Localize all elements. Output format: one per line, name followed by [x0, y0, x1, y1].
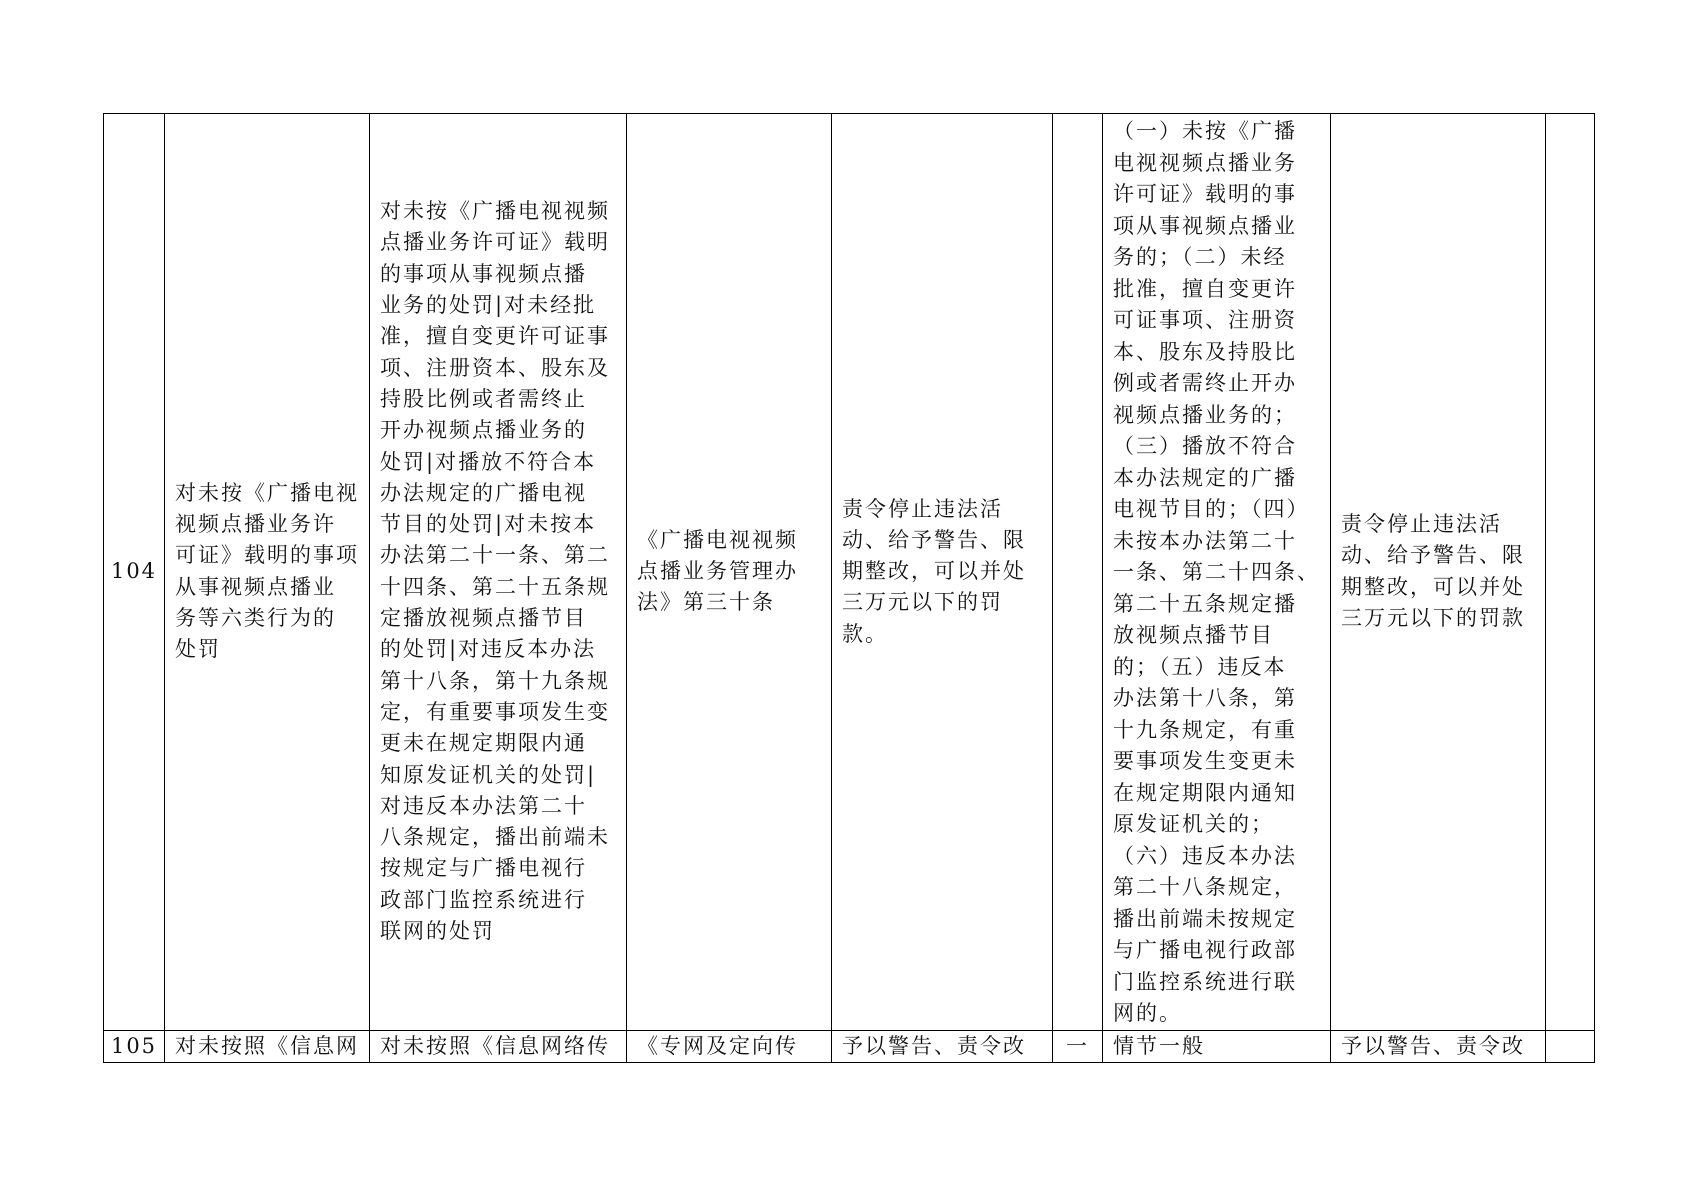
text-line: 办法第二十一条、第二	[380, 543, 610, 568]
text-line: 可证事项、注册资	[1113, 308, 1297, 332]
text-line: 十九条规定，有重	[1113, 717, 1297, 742]
text-line: 第二十五条规定播	[1113, 591, 1297, 616]
text-line: 三万元以下的罚款	[1341, 606, 1525, 631]
text-line: 视频点播业务的；	[1113, 402, 1297, 427]
text-line: 第二十八条规定，	[1113, 875, 1297, 899]
text-line: 本办法规定的广播	[1113, 465, 1297, 490]
circumstance-cell	[1103, 114, 1331, 1031]
text-line: 一条、第二十四条、	[1113, 560, 1320, 584]
text-line: 点播业务许可证》载明	[380, 230, 610, 255]
text-line: 电视节目的；（四）	[1113, 497, 1310, 521]
text-line: 款。	[842, 621, 888, 646]
text-line: 原发证机关的；	[1113, 812, 1274, 836]
text-line: 点播业务管理办	[637, 559, 798, 584]
remark-cell	[1546, 1030, 1595, 1062]
penalty-standard-table	[103, 113, 1595, 1063]
circumstance-cell	[1103, 1030, 1331, 1062]
table-row	[104, 1030, 1595, 1062]
row-number: 105	[104, 1030, 165, 1062]
text-line: 予以警告、责令改	[842, 1033, 1026, 1058]
legal-basis-cell	[627, 1030, 832, 1062]
sub-items-cell	[370, 1030, 627, 1062]
text-line: 处罚	[175, 637, 221, 662]
text-line: 办法规定的广播电视	[380, 480, 587, 505]
text-line: 八条规定，播出前端未	[380, 825, 610, 850]
item-name-cell	[165, 114, 370, 1031]
text-line: 知原发证机关的处罚|	[380, 762, 597, 787]
text-line: 对未按照《信息网	[175, 1033, 359, 1058]
text-line: 业务的处罚|对未经批	[380, 293, 597, 318]
legal-basis-cell	[627, 114, 832, 1031]
text-line: 予以警告、责令改	[1341, 1033, 1525, 1058]
text-line: 对违反本办法第二十	[380, 793, 587, 818]
text-line: 视频点播业务许	[175, 512, 336, 537]
text-line: 的事项从事视频点播	[380, 261, 587, 286]
row-number: 104	[104, 114, 165, 1031]
text-line: 责令停止违法活	[842, 496, 1003, 521]
penalty-standard-cell	[1331, 1030, 1546, 1062]
text-line: 在规定期限内通知	[1113, 780, 1297, 805]
text-line: （一）未按《广播	[1113, 119, 1297, 143]
text-line: （三）播放不符合	[1113, 434, 1297, 458]
text-line: 本、股东及持股比	[1113, 339, 1297, 364]
text-line: 例或者需终止开办	[1113, 371, 1297, 395]
penalty-standard-cell	[1331, 114, 1546, 1031]
text-line: 政部门监控系统进行	[380, 887, 587, 912]
text-line: 定播放视频点播节目	[380, 606, 587, 631]
text-line: 十四条、第二十五条规	[380, 574, 610, 599]
text-line: 办法第十八条，第	[1113, 686, 1297, 710]
text-line: 放视频点播节目	[1113, 623, 1274, 647]
text-line: 期整改，可以并处	[1341, 574, 1525, 599]
text-line: 门监控系统进行联	[1113, 969, 1297, 994]
text-line: 电视视频点播业务	[1113, 150, 1297, 175]
text-line: 网的。	[1113, 1001, 1182, 1025]
text-line: 定，有重要事项发生变	[380, 699, 610, 724]
table-row	[104, 114, 1595, 1031]
text-line: 项、注册资本、股东及	[380, 355, 610, 380]
text-line: 按规定与广播电视行	[380, 856, 587, 881]
text-line: 可证》载明的事项	[175, 543, 359, 568]
violation-level-cell: 一	[1053, 1030, 1103, 1062]
item-name-cell	[165, 1030, 370, 1062]
text-line: 动、给予警告、限	[842, 527, 1026, 552]
text-line: 三万元以下的罚	[842, 590, 1003, 615]
text-line: 对未按《广播电视	[175, 480, 359, 505]
text-line: 批准，擅自变更许	[1113, 276, 1297, 301]
text-line: 责令停止违法活	[1341, 512, 1502, 537]
text-line: 处罚|对播放不符合本	[380, 449, 597, 474]
sub-items-cell	[370, 114, 627, 1031]
text-line: 持股比例或者需终止	[380, 386, 587, 411]
text-line: 播出前端未按规定	[1113, 906, 1297, 931]
text-line: 与广播电视行政部	[1113, 938, 1297, 962]
text-line: （六）违反本办法	[1113, 843, 1297, 868]
penalty-cell	[832, 1030, 1053, 1062]
text-line: 从事视频点播业	[175, 574, 336, 599]
text-line: 情节一般	[1113, 1033, 1205, 1058]
text-line: 法》第三十条	[637, 590, 775, 615]
text-line: 许可证》载明的事	[1113, 182, 1297, 206]
text-line: 对未按照《信息网络传	[380, 1033, 610, 1058]
text-line: 务的；（二）未经	[1113, 245, 1287, 269]
text-line: 《广播电视视频	[637, 527, 798, 552]
text-line: 《专网及定向传	[637, 1033, 798, 1058]
penalty-cell	[832, 114, 1053, 1031]
text-line: 的处罚|对违反本办法	[380, 637, 597, 662]
text-line: 的；（五）违反本	[1113, 654, 1287, 679]
text-line: 项从事视频点播业	[1113, 213, 1297, 238]
text-line: 联网的处罚	[380, 919, 495, 944]
text-line: 开办视频点播业务的	[380, 418, 587, 443]
violation-level-cell	[1053, 114, 1103, 1031]
text-line: 要事项发生变更未	[1113, 749, 1297, 773]
text-line: 务等六类行为的	[175, 606, 336, 631]
text-line: 第十八条，第十九条规	[380, 668, 610, 693]
text-line: 期整改，可以并处	[842, 559, 1026, 584]
text-line: 节目的处罚|对未按本	[380, 512, 597, 537]
text-line: 未按本办法第二十	[1113, 528, 1297, 553]
text-line: 更未在规定期限内通	[380, 731, 587, 756]
text-line: 准，擅自变更许可证事	[380, 324, 610, 349]
text-line: 动、给予警告、限	[1341, 543, 1525, 568]
text-line: 对未按《广播电视视频	[380, 199, 610, 224]
remark-cell	[1546, 114, 1595, 1031]
